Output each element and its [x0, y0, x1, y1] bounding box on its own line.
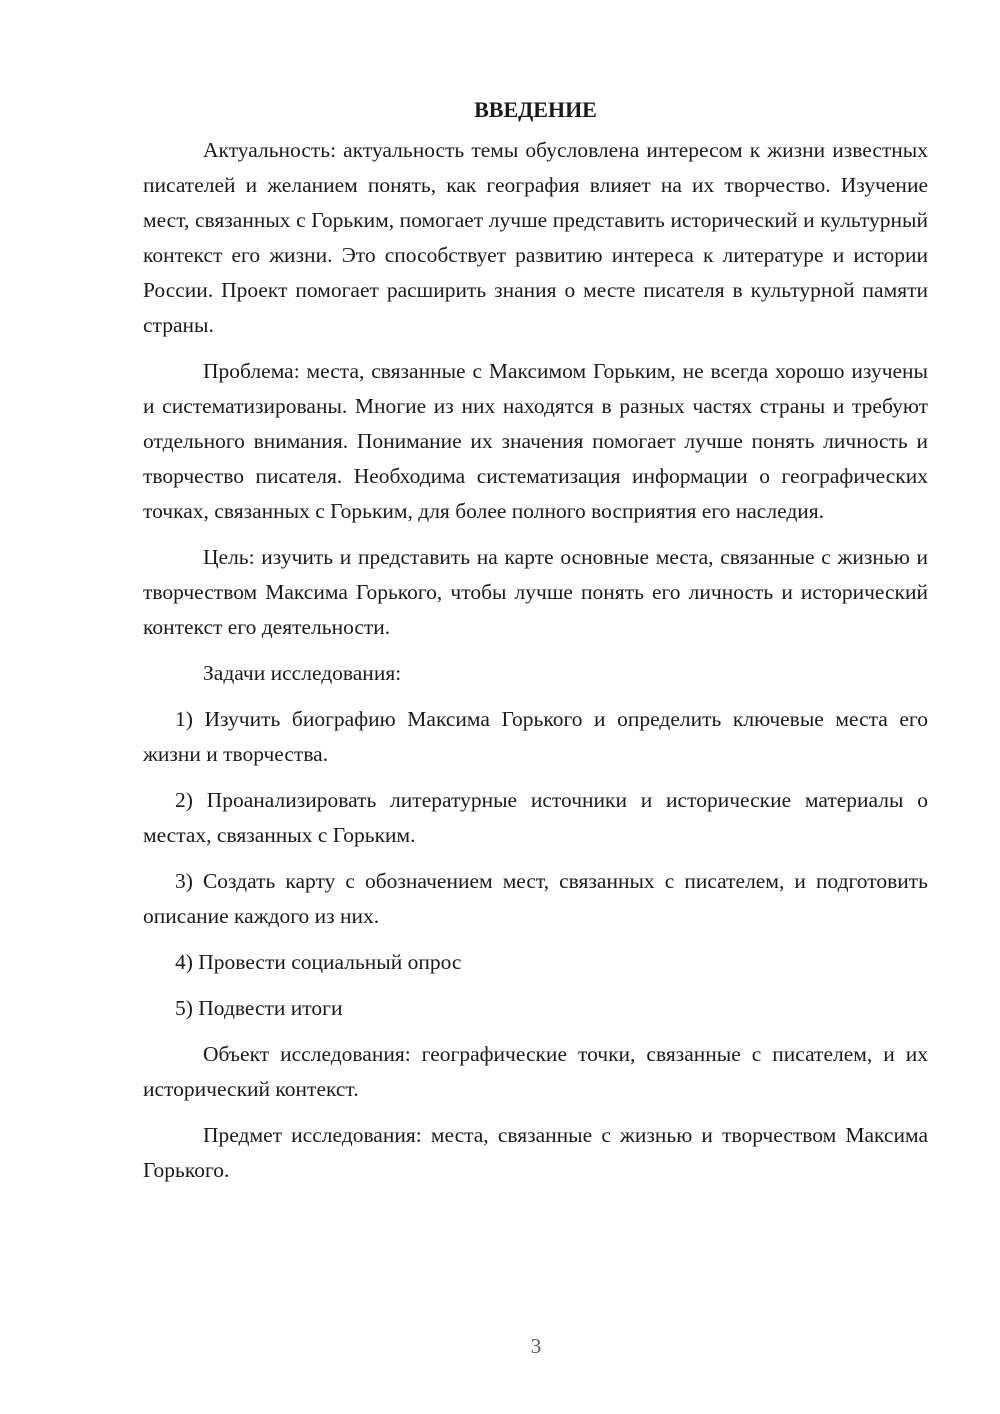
subject-paragraph: Предмет исследования: места, связанные с жизнью и творчеством Максима Горького. [143, 1123, 928, 1182]
goal-paragraph: Цель: изучить и представить на карте основные места, связанные с жизнью и творчеством Максима Горького, чтобы лучше понять его личность и исторический контекст его деятельности. [143, 545, 928, 639]
page-content [143, 92, 928, 1199]
relevance-paragraph: Актуальность: актуальность темы обусловлена интересом к жизни известных писателей и желанием понять, как география влияет на их творчество. Изучение мест, связанных с Горьким, помогает лучше представить исторический и культурный контекст его жизни. Это способствует развитию интереса к литературе и истории России. Проект помогает расширить знания о месте писателя в культурной памяти страны. [143, 138, 928, 337]
task-item-4: 4) Провести социальный опрос [175, 950, 462, 974]
page-number: 3 [530, 1334, 542, 1358]
task-item-3: 3) Создать карту с обозначением мест, связанных с писателем, и подготовить описание каждого из них. [143, 869, 928, 928]
tasks-list [143, 702, 928, 1026]
section-title: ВВЕДЕНИЕ [474, 97, 597, 122]
problem-paragraph: Проблема: места, связанные с Максимом Горьким, не всегда хорошо изучены и систематизированы. Многие из них находятся в разных частях страны и требуют отдельного внимания. Понимание их значения помогает лучше понять личность и творчество писателя. Необходима систематизация информации о географических точках, связанных с Горьким, для более полного восприятия его наследия. [143, 359, 928, 523]
task-item-5: 5) Подвести итоги [175, 996, 343, 1020]
task-item-2: 2) Проанализировать литературные источники и исторические материалы о местах, связанных с Горьким. [143, 788, 928, 847]
task-item-1: 1) Изучить биографию Максима Горького и определить ключевые места его жизни и творчества. [143, 707, 928, 766]
tasks-heading: Задачи исследования: [203, 661, 402, 685]
object-paragraph: Объект исследования: географические точки, связанные с писателем, и их исторический контекст. [143, 1042, 928, 1101]
